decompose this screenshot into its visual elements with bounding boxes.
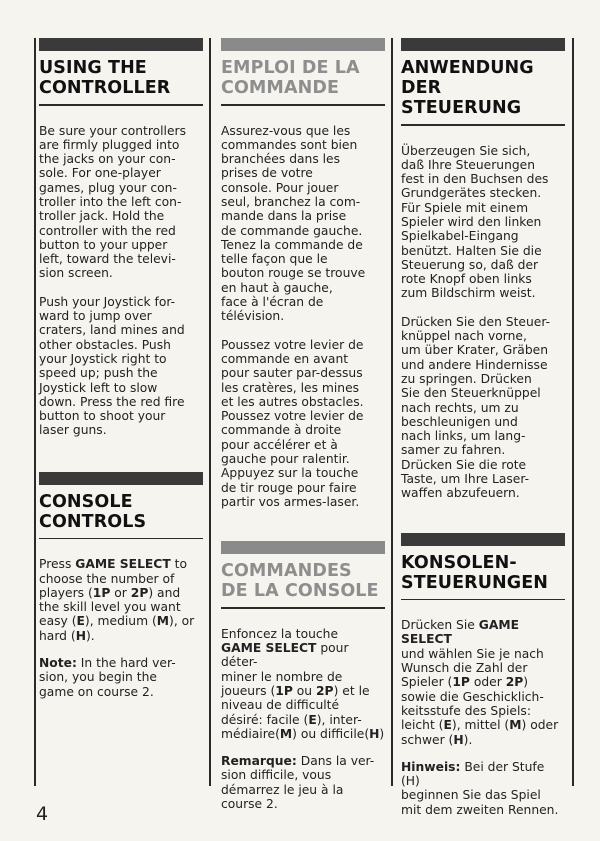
section-heading: USING THE CONTROLLER [39,58,171,98]
note-paragraph: Remarque: Dans la ver- sion difficile, vous démarrez le jeu à la course 2. [221,754,375,811]
column-german [401,38,565,817]
paragraph: Push your Joystick for- ward to jump over craters, land mines and other obstacles. Push your Joystick right to speed up; push the Joystick left to slow down. Press the red fire button to shoot your laser guns. [39,294,185,438]
paragraph: Überzeugen Sie sich, daß Ihre Steuerungen fest in den Buchsen des Grundgerätes stecken. Für Spiele mit einem Spieler wird den linken Spielkabel-Eingang benützt. Halten Sie die Steuerung so, daß der rote Knopf oben links zum Bildschirm weist. [401,143,549,301]
column-rule-left [34,38,36,786]
section-bar [221,38,385,51]
section-heading: EMPLOI DE LA COMMANDE [221,58,360,98]
section-bar [39,38,203,51]
column-rule-right [572,38,574,786]
heading-rule [401,599,565,601]
heading-rule [39,538,203,540]
column-rule-2 [209,38,211,786]
section-bar [401,533,565,546]
heading-rule [39,104,203,106]
paragraph: Assurez-vous que les commandes sont bien branchées dans les prises de votre console. Pour jouer seul, branchez la com- mande dans la prise de commande gauche. Tenez la commande de telle façon que le bouton rouge se trouve en haut à gauche, face à l'écran de télévision. [221,123,366,324]
heading-rule [221,104,385,106]
paragraph: Enfoncez la touche GAME SELECT pour déter- miner le nombre de joueurs (1P ou 2P) et le niveau de difficulté désiré: facile (E), inter- médiaire(M) ou difficile(H) [221,626,385,741]
paragraph: Drücken Sie GAME SELECT und wählen Sie je nach Wunsch die Zahl der Spieler (1P oder 2P) sowie die Geschicklich- keitsstufe des Spiels: leicht (E), mittel (M) oder schwer (H). [401,618,559,747]
section-heading: ANWENDUNG DER STEUERUNG [401,58,534,118]
section-bar [221,541,385,554]
heading-rule [401,124,565,126]
section-heading: KONSOLEN- STEUERUNGEN [401,552,549,593]
paragraph: Press GAME SELECT to choose the number of players (1P or 2P) and the skill level you want easy (E), medium (M), or hard (H). [39,557,195,643]
page-number: 4 [36,803,49,825]
column-english [39,38,203,699]
paragraph: Be sure your controllers are firmly plugged into the jacks on your con- sole. For one-player games, plug your con- troller into the left con- troller jack. Hold the controller with the red button to your upper left, toward the televi- sion screen. [39,123,186,281]
note-paragraph: Hinweis: Bei der Stufe (H) beginnen Sie das Spiel mit dem zweiten Rennen. [401,759,559,817]
section-heading: CONSOLE CONTROLS [39,491,147,532]
column-rule-3 [391,38,393,786]
paragraph: Poussez votre levier de commande en avant pour sauter par-dessus les cratères, les mines et les autres obstacles. Poussez votre levier de commande à droite pour accélérer et à gauche pour ralentir. Appuyez sur la touche de tir rouge pour faire partir vos armes-laser. [221,337,364,509]
column-french [221,38,385,811]
heading-rule [221,607,385,609]
section-bar [401,38,565,51]
section-bar [39,472,203,485]
section-heading: COMMANDES DE LA CONSOLE [221,561,379,602]
note-paragraph: Note: In the hard ver- sion, you begin the game on course 2. [39,656,176,699]
paragraph: Drücken Sie den Steuer- knüppel nach vorne, um über Krater, Gräben und andere Hindernisse zu springen. Drücken Sie den Steuerknüppel nach rechts, um zu beschleunigen und nach links, um lang- samer zu fahren. Drücken Sie die rote Taste, um Ihre Laser- waffen abzufeuern. [401,314,551,501]
